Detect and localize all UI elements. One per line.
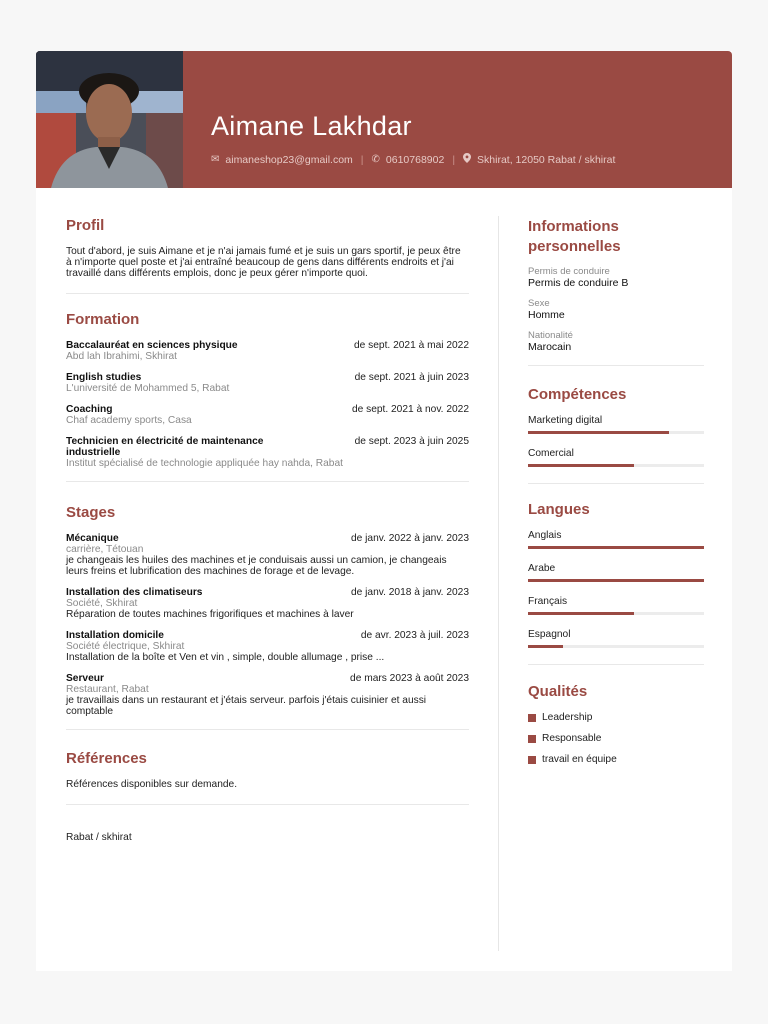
formation-date: de sept. 2021 à nov. 2022 xyxy=(351,404,469,415)
stage-entry xyxy=(66,587,469,620)
info-label: Nationalité xyxy=(528,330,573,341)
stage-company: Société électrique, Skhirat xyxy=(66,641,185,652)
skill-bar xyxy=(528,431,704,434)
contact-email[interactable] xyxy=(211,154,353,166)
skill-bar-fill xyxy=(528,464,634,467)
stage-description: Installation de la boîte et Ven et vin , simple, double allumage , prise ... xyxy=(66,652,385,663)
quality-label: travail en équipe xyxy=(542,754,617,765)
section-title-qualites: Qualités xyxy=(528,683,588,700)
formation-entry xyxy=(66,340,469,362)
formation-date: de sept. 2023 à juin 2025 xyxy=(354,436,469,447)
formation-date: de sept. 2021 à mai 2022 xyxy=(354,340,469,351)
formation-school: L'université de Mohammed 5, Rabat xyxy=(66,383,230,394)
language-bar-fill xyxy=(528,645,563,648)
phone-icon: ✆ xyxy=(371,154,380,165)
language-bar-fill xyxy=(528,612,634,615)
info-label: Permis de conduire xyxy=(528,266,610,277)
language-bar xyxy=(528,612,704,615)
quality-label: Leadership xyxy=(542,712,593,723)
resume-header xyxy=(36,51,732,188)
language-item xyxy=(528,629,704,648)
candidate-name: Aimane Lakhdar xyxy=(211,111,412,141)
language-item xyxy=(528,596,704,615)
section-title-profil: Profil xyxy=(66,217,105,234)
envelope-icon: ✉ xyxy=(211,154,220,165)
formation-school: Chaf academy sports, Casa xyxy=(66,415,192,426)
separator: | xyxy=(452,153,456,166)
formation-title: Baccalauréat en sciences physique xyxy=(66,340,238,351)
language-bar xyxy=(528,546,704,549)
section-title-langues: Langues xyxy=(528,501,590,518)
section-infos xyxy=(528,217,704,366)
language-bar xyxy=(528,579,704,582)
language-item xyxy=(528,530,704,549)
formation-title: English studies xyxy=(66,372,142,383)
section-title-formation: Formation xyxy=(66,311,140,328)
section-title-references: Références xyxy=(66,750,147,767)
formation-entry xyxy=(66,372,469,394)
language-label: Arabe xyxy=(528,563,556,574)
formation-school: Abd lah Ibrahimi, Skhirat xyxy=(66,351,177,362)
section-stages xyxy=(66,504,469,730)
section-divider xyxy=(66,729,469,730)
stage-company: Restaurant, Rabat xyxy=(66,684,149,695)
info-item xyxy=(528,331,704,353)
stage-company: Société, Skhirat xyxy=(66,598,138,609)
formation-date: de sept. 2021 à juin 2023 xyxy=(354,372,469,383)
stage-date: de janv. 2022 à janv. 2023 xyxy=(350,533,469,544)
info-label: Sexe xyxy=(528,298,550,309)
section-formation xyxy=(66,311,469,482)
stage-title: Mécanique xyxy=(66,533,119,544)
stage-title: Installation des climatiseurs xyxy=(66,587,203,598)
address-text: Skhirat, 12050 Rabat / skhirat xyxy=(477,153,616,166)
map-pin-icon xyxy=(463,153,471,166)
quality-item xyxy=(528,754,704,765)
section-competences xyxy=(528,386,704,484)
section-divider xyxy=(66,481,469,482)
language-item xyxy=(528,563,704,582)
skill-item xyxy=(528,448,704,467)
language-label: Anglais xyxy=(528,530,562,541)
formation-entry xyxy=(66,404,469,426)
stage-company: carrière, Tétouan xyxy=(66,544,144,555)
stage-entry xyxy=(66,673,469,717)
skill-bar-fill xyxy=(528,431,669,434)
separator: | xyxy=(360,153,364,166)
stage-description: Réparation de toutes machines frigorifiques et machines à laver xyxy=(66,609,354,620)
section-profil xyxy=(66,217,469,294)
stage-entry xyxy=(66,533,469,577)
skill-item xyxy=(528,415,704,434)
section-title-infos: Informations personnelles xyxy=(528,218,621,255)
formation-title: Technicien en électricité de maintenance industrielle xyxy=(66,436,264,458)
section-references xyxy=(66,750,469,805)
section-qualites xyxy=(528,683,704,765)
square-bullet-icon xyxy=(528,756,536,764)
section-langues xyxy=(528,501,704,665)
language-bar xyxy=(528,645,704,648)
stage-description: je changeais les huiles des machines et je conduisais aussi un camion, je changeais leurs freins et lubrification des machines de forage et de levage. xyxy=(66,555,447,577)
email-text: aimaneshop23@gmail.com xyxy=(225,153,353,166)
section-divider xyxy=(66,804,469,805)
contact-line xyxy=(211,153,615,166)
language-label: Français xyxy=(528,596,568,607)
resume-page xyxy=(36,51,732,971)
info-value: Homme xyxy=(528,309,565,321)
square-bullet-icon xyxy=(528,735,536,743)
stage-title: Serveur xyxy=(66,673,104,684)
stage-date: de janv. 2018 à janv. 2023 xyxy=(350,587,469,598)
skill-label: Comercial xyxy=(528,448,574,459)
section-divider xyxy=(66,293,469,294)
stage-date: de avr. 2023 à juil. 2023 xyxy=(360,630,469,641)
references-text: Références disponibles sur demande. xyxy=(66,779,238,790)
section-title-competences: Compétences xyxy=(528,386,627,403)
info-value: Marocain xyxy=(528,341,572,353)
skill-label: Marketing digital xyxy=(528,415,603,426)
column-divider xyxy=(498,216,499,951)
info-value: Permis de conduire B xyxy=(528,277,629,289)
quality-item xyxy=(528,712,704,723)
square-bullet-icon xyxy=(528,714,536,722)
language-bar-fill xyxy=(528,546,704,549)
section-divider xyxy=(528,664,704,665)
stage-date: de mars 2023 à août 2023 xyxy=(350,673,469,684)
info-item xyxy=(528,267,704,289)
profil-text: Tout d'abord, je suis Aimane et je n'ai jamais fumé et je suis un gars sportif, je peux être à n'importe quel poste et j'ai entraîné beaucoup de gens dans différents endroits et j'ai travaillé dans différents emplois, donc je peux gérer n'importe quoi. xyxy=(66,246,461,279)
section-divider xyxy=(528,483,704,484)
info-item xyxy=(528,299,704,321)
section-divider xyxy=(528,365,704,366)
stage-entry xyxy=(66,630,469,663)
phone-text: 0610768902 xyxy=(385,153,445,166)
section-title-stages: Stages xyxy=(66,504,116,521)
skill-bar xyxy=(528,464,704,467)
formation-entry xyxy=(66,436,469,469)
stage-title: Installation domicile xyxy=(66,630,164,641)
stage-description: je travaillais dans un restaurant et j'étais serveur. parfois j'étais cuisinier et aussi comptable xyxy=(66,695,427,717)
footer-location: Rabat / skhirat xyxy=(66,832,132,843)
profile-photo xyxy=(36,51,183,188)
formation-title: Coaching xyxy=(66,404,113,415)
formation-school: Institut spécialisé de technologie appliquée hay nahda, Rabat xyxy=(66,458,343,469)
contact-address xyxy=(463,153,615,166)
quality-item xyxy=(528,733,704,744)
language-bar-fill xyxy=(528,579,704,582)
language-label: Espagnol xyxy=(528,629,571,640)
contact-phone[interactable] xyxy=(372,154,445,166)
quality-label: Responsable xyxy=(542,733,602,744)
